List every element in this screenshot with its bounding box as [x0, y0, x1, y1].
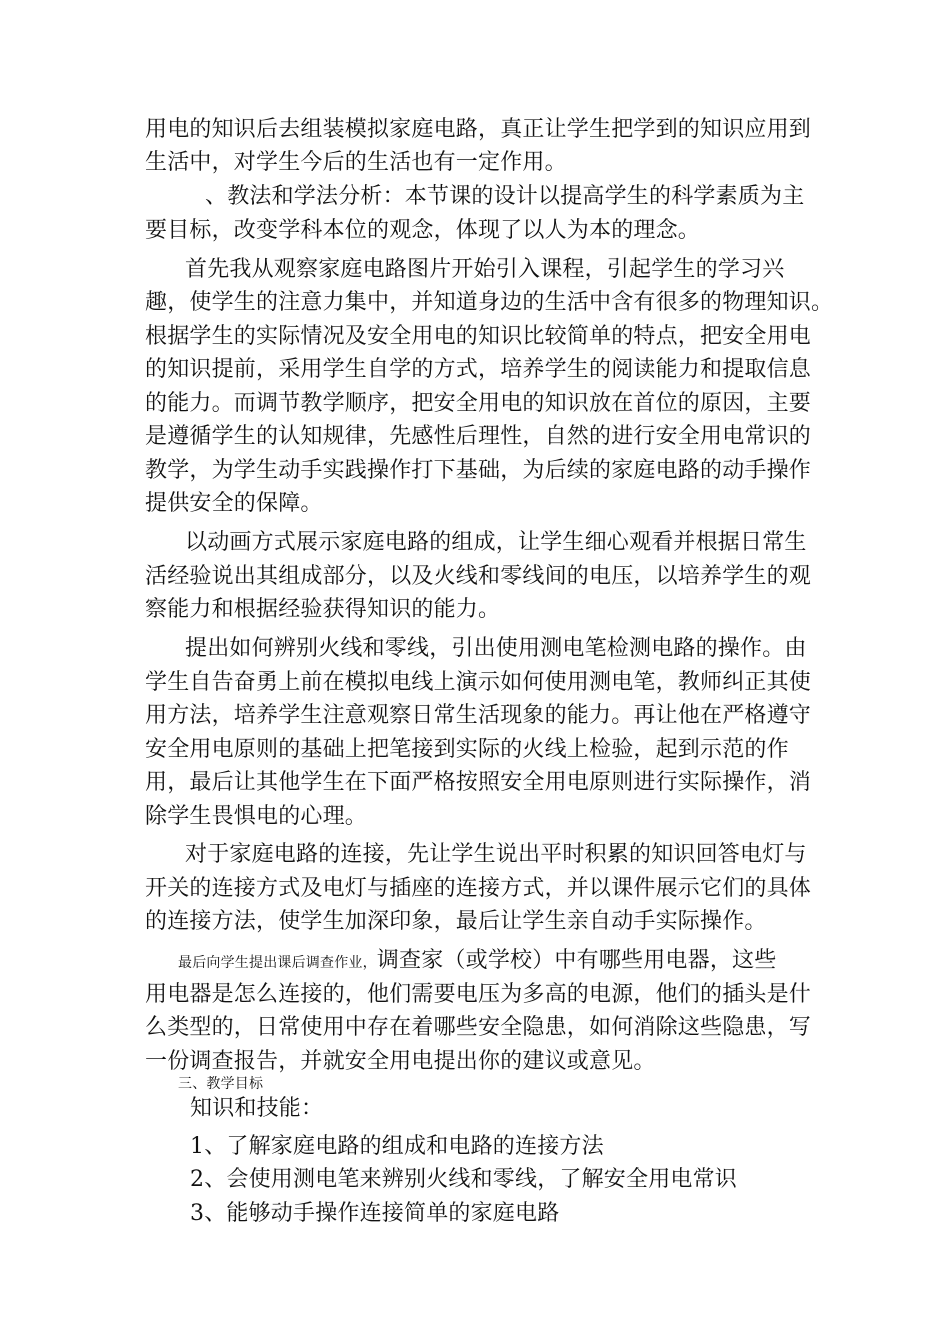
paragraph-line: 一份调查报告，并就安全用电提出你的建议或意见。	[145, 1049, 656, 1074]
homework-intro-big: 调查家（或学校）中有哪些用电器，这些	[376, 948, 777, 973]
paragraph-line: 是遵循学生的认知规律，先感性后理性，自然的进行安全用电常识的	[145, 424, 812, 449]
paragraph-line: 以动画方式展示家庭电路的组成，让学生细心观看并根据日常生	[185, 530, 807, 555]
paragraph-line: 么类型的，日常使用中存在着哪些安全隐患，如何消除这些隐患，写	[145, 1015, 812, 1040]
paragraph-line: 提供安全的保障。	[145, 491, 323, 516]
homework-intro-small: 最后向学生提出课后调查作业，	[178, 955, 377, 971]
subheading: 知识和技能：	[190, 1096, 324, 1121]
paragraph-line: 开关的连接方式及电灯与插座的连接方式，并以课件展示它们的具体	[145, 876, 812, 901]
objective-item: 2、会使用测电笔来辨别火线和零线，了解安全用电常识	[190, 1167, 737, 1192]
objective-item: 1、了解家庭电路的组成和电路的连接方法	[190, 1134, 604, 1159]
paragraph-line: 生活中，对学生今后的生活也有一定作用。	[145, 150, 567, 175]
paragraph-line: 学生自告奋勇上前在模拟电线上演示如何使用测电笔，教师纠正其使	[145, 670, 812, 695]
paragraph-line: 安全用电原则的基础上把笔接到实际的火线上检验，起到示范的作	[145, 737, 789, 762]
paragraph-line: 的连接方法，使学生加深印象，最后让学生亲自动手实际操作。	[145, 909, 767, 934]
paragraph-line: 根据学生的实际情况及安全用电的知识比较简单的特点，把安全用电	[145, 324, 812, 349]
paragraph-line: 活经验说出其组成部分，以及火线和零线间的电压，以培养学生的观	[145, 564, 812, 589]
paragraph-line: 的能力。而调节教学顺序，把安全用电的知识放在首位的原因，主要	[145, 391, 812, 416]
objective-item: 3、能够动手操作连接简单的家庭电路	[190, 1201, 560, 1226]
paragraph-line: 趣，使学生的注意力集中，并知道身边的生活中含有很多的物理知识。	[145, 290, 834, 315]
paragraph-line: 要目标，改变学科本位的观念，体现了以人为本的理念。	[145, 218, 701, 243]
paragraph-line: 用电器是怎么连接的，他们需要电压为多高的电源，他们的插头是什	[145, 982, 812, 1007]
paragraph-line: 对于家庭电路的连接，先让学生说出平时积累的知识回答电灯与	[185, 842, 807, 867]
paragraph-line: 用，最后让其他学生在下面严格按照安全用电原则进行实际操作，消	[145, 770, 812, 795]
paragraph-line: 、教法和学法分析：本节课的设计以提高学生的科学素质为主	[205, 184, 805, 209]
homework-line	[178, 944, 815, 978]
paragraph-line: 察能力和根据经验获得知识的能力。	[145, 597, 501, 622]
paragraph-line: 首先我从观察家庭电路图片开始引入课程，引起学生的学习兴	[185, 257, 785, 282]
paragraph-line: 除学生畏惧电的心理。	[145, 804, 368, 829]
section-heading: 三、教学目标	[178, 1076, 264, 1092]
paragraph-line: 的知识提前，采用学生自学的方式，培养学生的阅读能力和提取信息	[145, 357, 812, 382]
paragraph-line: 用方法，培养学生注意观察日常生活现象的能力。再让他在严格遵守	[145, 703, 812, 728]
paragraph-line: 提出如何辨别火线和零线，引出使用测电笔检测电路的操作。由	[185, 636, 807, 661]
paragraph-line: 用电的知识后去组装模拟家庭电路，真正让学生把学到的知识应用到	[145, 117, 812, 142]
paragraph-line: 教学，为学生动手实践操作打下基础，为后续的家庭电路的动手操作	[145, 458, 812, 483]
